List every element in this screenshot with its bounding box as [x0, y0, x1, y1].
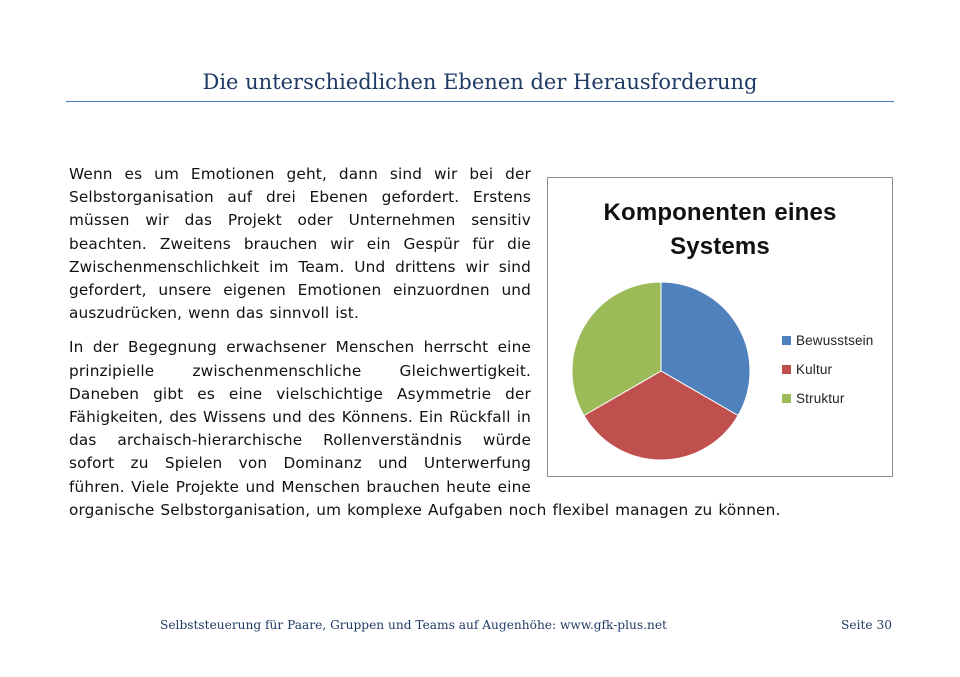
footer-source: Selbststeuerung für Paare, Gruppen und Teams auf Augenhöhe: www.gfk-plus.net: [160, 618, 667, 632]
legend-label-kultur: Kultur: [796, 362, 833, 377]
pie-chart: [547, 177, 893, 477]
title-divider: [66, 101, 894, 102]
legend-swatch-struktur: [782, 394, 791, 403]
legend-swatch-bewusstsein: [782, 336, 791, 345]
legend-label-bewusstsein: Bewusstsein: [796, 333, 874, 348]
paragraph-1: Wenn es um Emotionen geht, dann sind wir bei der Selbstorganisation auf drei Ebenen gefordert. Erstens müssen wir das Projekt oder Unternehmen sensitiv beachten. Zweitens brauchen wir ein Gespür für die Zwischenmenschlichkeit im Team. Und drittens wir sind gefordert, unsere eigenen Emotionen einzuordnen und auszudrücken, wenn das sinnvoll ist.: [69, 165, 531, 323]
legend-label-struktur: Struktur: [796, 391, 845, 406]
page-number: Seite 30: [841, 618, 892, 632]
paragraph-2: In der Begegnung erwachsener Menschen herrscht eine prinzipielle zwischenmenschliche Gleichwertigkeit. Daneben gibt es eine vielschichtige Asymmetrie der Fähigkeiten, des Wissens und des Könnens. Ein Rückfall in das archaisch-hierarchische Rollenverständnis würde sofort zu Spielen von Dominanz und Unterwerfung führen. Viele Projekte und Menschen brauchen heute eine organische Selbstorganisation, um komplexe Aufgaben noch flexibel managen zu können.: [69, 338, 781, 519]
chart-title-line-2: Systems: [670, 233, 770, 260]
chart-title-line-1: Komponenten eines: [603, 199, 837, 226]
body-text: [69, 163, 893, 522]
legend-swatch-kultur: [782, 365, 791, 374]
page-title: Die unterschiedlichen Ebenen der Herausforderung: [202, 70, 758, 94]
pie-chart-canvas: [548, 178, 892, 476]
